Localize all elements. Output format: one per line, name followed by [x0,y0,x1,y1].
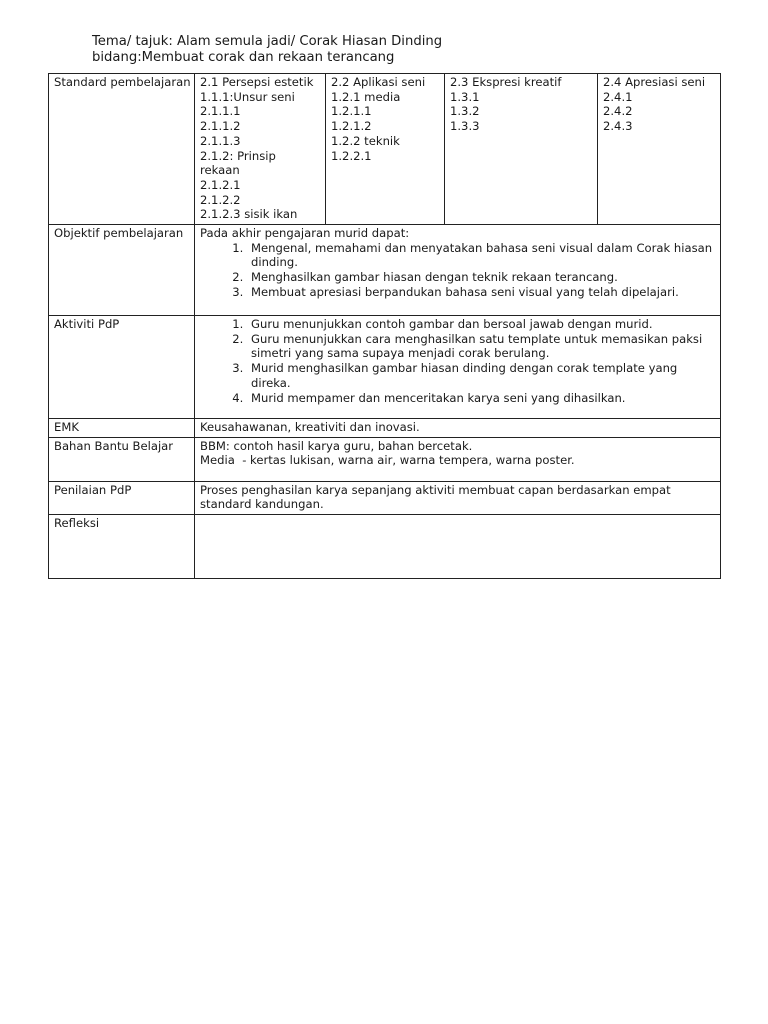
list-item: 1. Mengenal, memahami dan menyatakan bahasa seni visual dalam Corak hiasan dinding. [247,241,720,270]
list-item: 3. Murid menghasilkan gambar hiasan dinding dengan corak template yang direka. [247,361,720,390]
lesson-header [92,34,442,66]
label-standard: Standard pembelajaran [49,74,195,225]
row-objektif [49,225,721,316]
line: 2.1.2.1 [200,177,241,192]
row-standard [49,74,721,225]
label-penilaian: Penilaian PdP [49,481,195,514]
label-bahan: Bahan Bantu Belajar [49,437,195,481]
row-bahan [49,437,721,481]
bahan-bbm: BBM: contoh hasil karya guru, bahan bercetak. [200,438,473,453]
line: 1.2.1.2 [331,119,372,134]
line: 2.4.3 [603,119,633,134]
line: 2.4 Apresiasi seni [603,75,706,89]
aktiviti-list [200,317,720,405]
standard-col-aplikasi [326,74,445,225]
row-aktiviti [49,316,721,419]
line: 2.1.2: Prinsip [200,148,276,163]
list-item: 4. Murid mempamer dan menceritakan karya seni yang dihasilkan. [247,391,720,406]
row-refleksi [49,515,721,579]
header-field: bidang:Membuat corak dan rekaan terancang [92,50,395,65]
line: 2.4.2 [603,104,633,119]
bahan-media: Media - kertas lukisan, warna air, warna tempera, warna poster. [200,453,575,468]
line: 1.3.2 [450,104,480,119]
line: 1.3.3 [450,119,480,134]
line: 2.3 Ekspresi kreatif [450,75,562,89]
row-emk [49,419,721,438]
line: 2.4.1 [603,89,633,104]
line: 1.2.1.1 [331,104,372,119]
standard-col-persepsi [195,74,326,225]
bahan-content [195,437,721,481]
lesson-plan-table [48,73,721,579]
label-emk: EMK [49,419,195,438]
line: 1.2.1 media [331,89,401,104]
line: 2.1.2.3 sisik ikan [200,207,298,222]
label-refleksi: Refleksi [49,515,195,579]
label-objektif: Objektif pembelajaran [49,225,195,316]
list-item: 1. Guru menunjukkan contoh gambar dan bersoal jawab dengan murid. [247,317,720,332]
standard-col-apresiasi [598,74,721,225]
line: 2.1.1.3 [200,133,241,148]
list-item: 2. Menghasilkan gambar hiasan dengan teknik rekaan terancang. [247,270,720,285]
standard-col-ekspresi [445,74,598,225]
refleksi-value [195,515,721,579]
header-topic: Tema/ tajuk: Alam semula jadi/ Corak Hiasan Dinding [92,34,443,49]
list-item: 2. Guru menunjukkan cara menghasilkan satu template untuk memasikan paksi simetri yang sama supaya menjadi corak berulang. [247,332,720,361]
objektif-content [195,225,721,316]
label-aktiviti: Aktiviti PdP [49,316,195,419]
objektif-intro: Pada akhir pengajaran murid dapat: [200,226,410,241]
emk-value: Keusahawanan, kreativiti dan inovasi. [195,419,721,438]
line: 2.1 Persepsi estetik [200,75,314,89]
line: rekaan [200,163,240,178]
objektif-list [200,241,720,300]
line: 1.1.1:Unsur seni [200,89,295,104]
line: 1.2.2.1 [331,148,372,163]
line: 2.1.1.1 [200,104,241,119]
line: 2.1.2.2 [200,192,241,207]
aktiviti-content [195,316,721,419]
line: 2.2 Aplikasi seni [331,75,426,89]
line: 1.3.1 [450,89,480,104]
list-item: 3. Membuat apresiasi berpandukan bahasa seni visual yang telah dipelajari. [247,285,720,300]
penilaian-value: Proses penghasilan karya sepanjang aktiviti membuat capan berdasarkan empat standard kandungan. [195,481,721,514]
row-penilaian [49,481,721,514]
line: 1.2.2 teknik [331,133,400,148]
line: 2.1.1.2 [200,119,241,134]
